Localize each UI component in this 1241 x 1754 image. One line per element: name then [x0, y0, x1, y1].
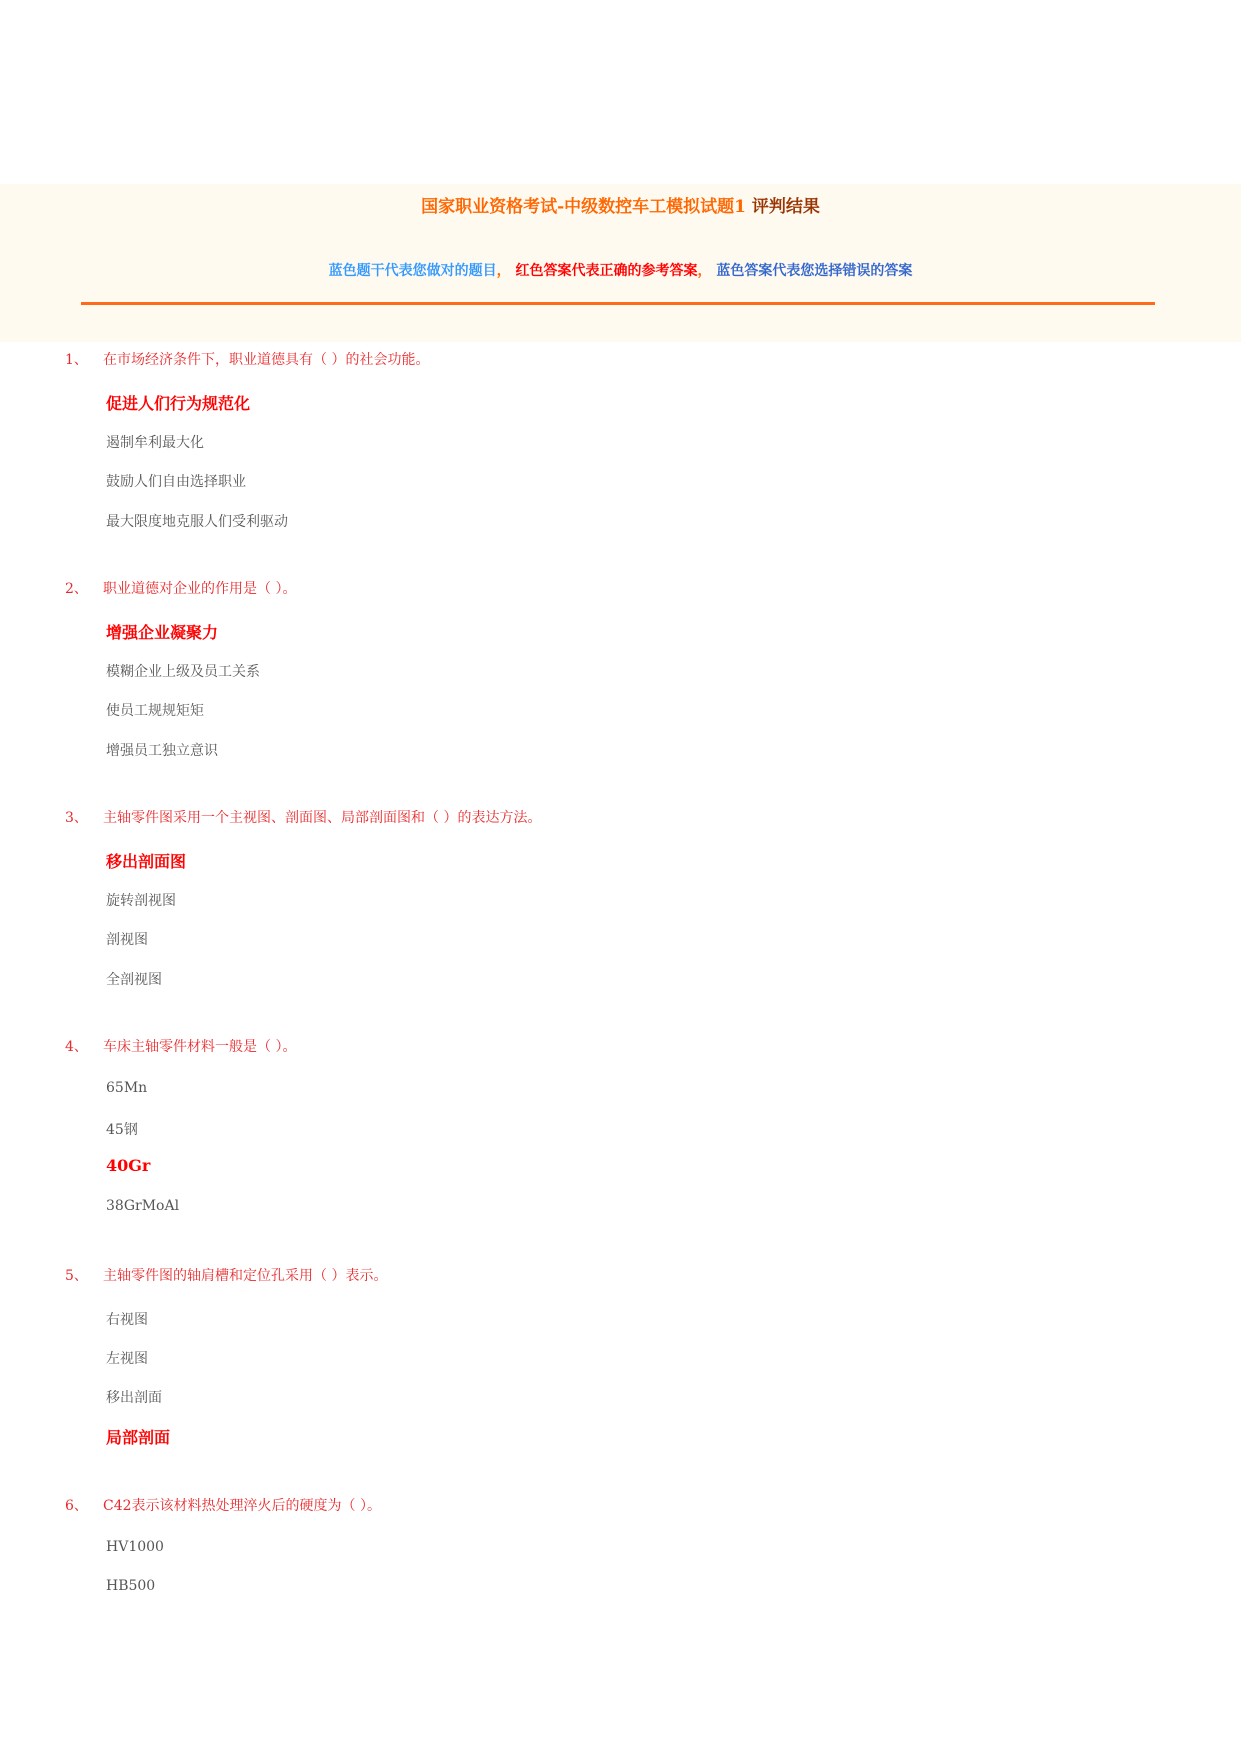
legend-blue-answer: 蓝色答案代表您选择错误的答案	[716, 263, 913, 279]
answer-option: 全剖视图	[106, 972, 162, 988]
question-stem: 职业道德对企业的作用是（ ）。	[103, 581, 297, 597]
legend-red-answer: 红色答案代表正确的参考答案	[515, 263, 698, 279]
question-number: 3、	[65, 810, 88, 826]
answer-option: 38GrMoAl	[106, 1198, 180, 1214]
question-stem: C42表示该材料热处理淬火后的硬度为（ ）。	[103, 1498, 381, 1514]
header-divider	[81, 302, 1155, 305]
correct-answer-option: 增强企业凝聚力	[106, 623, 219, 642]
correct-answer-option: 40Gr	[106, 1156, 151, 1175]
color-legend	[0, 260, 1241, 280]
question-stem: 主轴零件图的轴肩槽和定位孔采用（ ）表示。	[103, 1268, 388, 1284]
answer-option: HB500	[106, 1578, 156, 1594]
answer-option: 移出剖面	[106, 1390, 162, 1406]
answer-option: 右视图	[106, 1312, 148, 1328]
answer-option: 左视图	[106, 1351, 148, 1367]
question-number: 6、	[65, 1498, 88, 1514]
legend-separator: ，	[697, 263, 712, 279]
question-stem: 主轴零件图采用一个主视图、剖面图、局部剖面图和（ ）的表达方法。	[103, 810, 542, 826]
page-title-main: 国家职业资格考试-中级数控车工模拟试题1	[421, 197, 746, 217]
correct-answer-option: 促进人们行为规范化	[106, 394, 251, 413]
answer-option: 最大限度地克服人们受利驱动	[106, 514, 288, 530]
question-number: 5、	[65, 1268, 88, 1284]
question-number: 1、	[65, 352, 88, 368]
page-title	[0, 192, 1241, 217]
question-number: 2、	[65, 581, 88, 597]
answer-option: 旋转剖视图	[106, 893, 176, 909]
answer-option: 鼓励人们自由选择职业	[106, 474, 246, 490]
answer-option: HV1000	[106, 1539, 164, 1555]
answer-option: 45钢	[106, 1122, 138, 1138]
answer-option: 剖视图	[106, 932, 148, 948]
question-number: 4、	[65, 1039, 88, 1055]
page-title-sub: 评判结果	[751, 197, 820, 217]
answer-option: 增强员工独立意识	[106, 743, 218, 759]
answer-option: 65Mn	[106, 1080, 148, 1096]
question-stem: 在市场经济条件下，职业道德具有（ ）的社会功能。	[103, 352, 430, 368]
answer-option: 模糊企业上级及员工关系	[106, 664, 260, 680]
correct-answer-option: 局部剖面	[106, 1428, 171, 1447]
answer-option: 遏制牟利最大化	[106, 435, 204, 451]
answer-option: 使员工规规矩矩	[106, 703, 204, 719]
legend-separator: ，	[496, 263, 511, 279]
question-stem: 车床主轴零件材料一般是（ ）。	[103, 1039, 297, 1055]
correct-answer-option: 移出剖面图	[106, 852, 187, 871]
legend-blue-stem: 蓝色题干代表您做对的题目	[328, 263, 497, 279]
